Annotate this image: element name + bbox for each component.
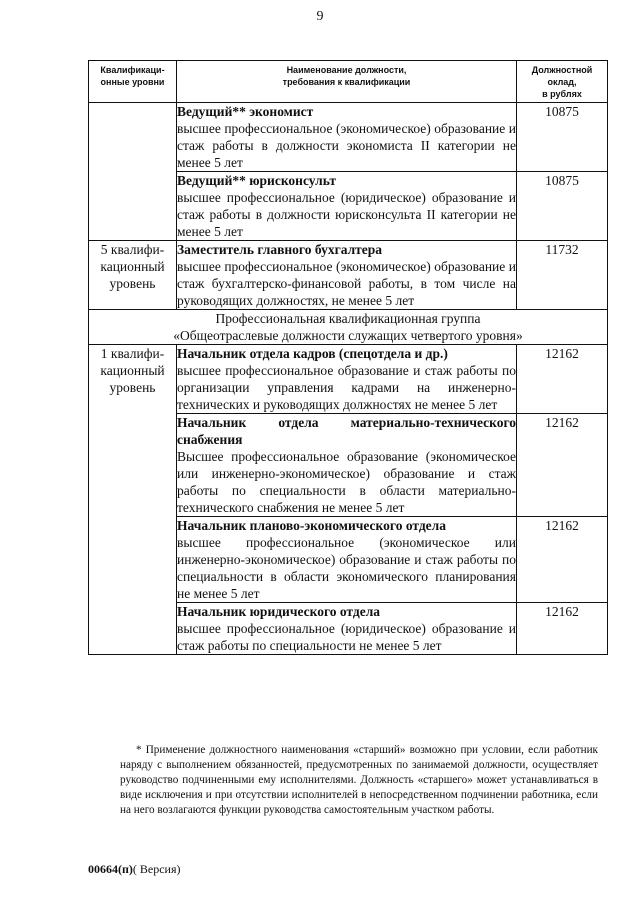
position-title: Ведущий** экономист — [177, 104, 314, 119]
position-cell — [177, 414, 517, 517]
salary-cell: 12162 — [517, 603, 608, 655]
salary-cell: 12162 — [517, 345, 608, 414]
position-title: Заместитель главного бухгалтера — [177, 242, 383, 257]
position-title: Начальник отдела материально-технического снабжения — [177, 415, 516, 447]
position-cell — [177, 517, 517, 603]
header-position: Наименование должности, требования к квалификации — [177, 61, 517, 103]
position-requirements: высшее профессиональное (экономическое или инженерно-экономическое) образование и стаж работы по специальности в области экономического планирования не менее 5 лет — [177, 535, 516, 601]
table-row — [89, 103, 608, 172]
position-title: Ведущий** юрисконсульт — [177, 173, 337, 188]
footnote: * Применение должностного наименования «старший» возможно при условии, если работник наряду с выполнением обязанностей, предусмотренных по занимаемой должности, осуществляет руководство подчиненными ему исполнителями. Должность «старшего» может устанавливаться в виде исключения и при отсутствии исполнителей в непосредственном подчинении работника, если на него возлагаются функции руководства самостоятельным участком работы. — [120, 744, 598, 816]
position-requirements: высшее профессиональное образование и стаж работы по организации управления кадрами на инженерно-технических и руководящих должностях не менее 5 лет — [177, 363, 516, 412]
position-requirements: Высшее профессиональное образование (экономическое или инженерно-экономическое) образование и стаж работы по специальности в области материально-технического снабжения не менее 5 лет — [177, 449, 516, 515]
salary-cell: 10875 — [517, 172, 608, 241]
position-cell — [177, 103, 517, 172]
salary-cell: 12162 — [517, 414, 608, 517]
salary-cell: 12162 — [517, 517, 608, 603]
table-row — [89, 345, 608, 414]
position-cell — [177, 345, 517, 414]
position-title: Начальник планово-экономического отдела — [177, 518, 446, 533]
position-title: Начальник юридического отдела — [177, 604, 381, 619]
table-row — [89, 241, 608, 310]
page-number: 9 — [316, 9, 324, 24]
level-cell: 5 квалифи- кационный уровень — [89, 241, 177, 310]
position-cell — [177, 241, 517, 310]
header-level: Квалификаци- онные уровни — [89, 61, 177, 103]
position-requirements: высшее профессиональное (юридическое) образование и стаж работы по специальности не менее 5 лет — [177, 621, 516, 653]
position-requirements: высшее профессиональное (экономическое) образование и стаж работы в должности экономиста II категории не менее 5 лет — [177, 121, 516, 170]
salary-cell: 10875 — [517, 103, 608, 172]
version-label: ( Версия) — [132, 862, 181, 876]
position-requirements: высшее профессиональное (юридическое) образование и стаж работы в должности юрисконсульта II категории не менее 5 лет — [177, 190, 516, 239]
position-requirements: высшее профессиональное (экономическое) образование и стаж бухгалтерско-финансовой работы, в том числе на руководящих должностях, не менее 5 лет — [177, 259, 516, 308]
header-salary: Должностной оклад, в рублях — [517, 61, 608, 103]
level-cell-empty — [89, 103, 177, 241]
group-header-row — [89, 310, 608, 345]
level-cell: 1 квалифи- кационный уровень — [89, 345, 177, 655]
position-title: Начальник отдела кадров (спецотдела и др.) — [177, 346, 448, 361]
salary-cell: 11732 — [517, 241, 608, 310]
position-cell — [177, 603, 517, 655]
version-code: 00664(п) — [88, 862, 133, 876]
version-line — [88, 862, 181, 877]
table-header-row — [89, 61, 608, 103]
group-header: Профессиональная квалификационная группа «Общеотраслевые должности служащих четвертого уровня» — [89, 310, 608, 345]
position-cell — [177, 172, 517, 241]
qualification-table — [88, 60, 608, 655]
